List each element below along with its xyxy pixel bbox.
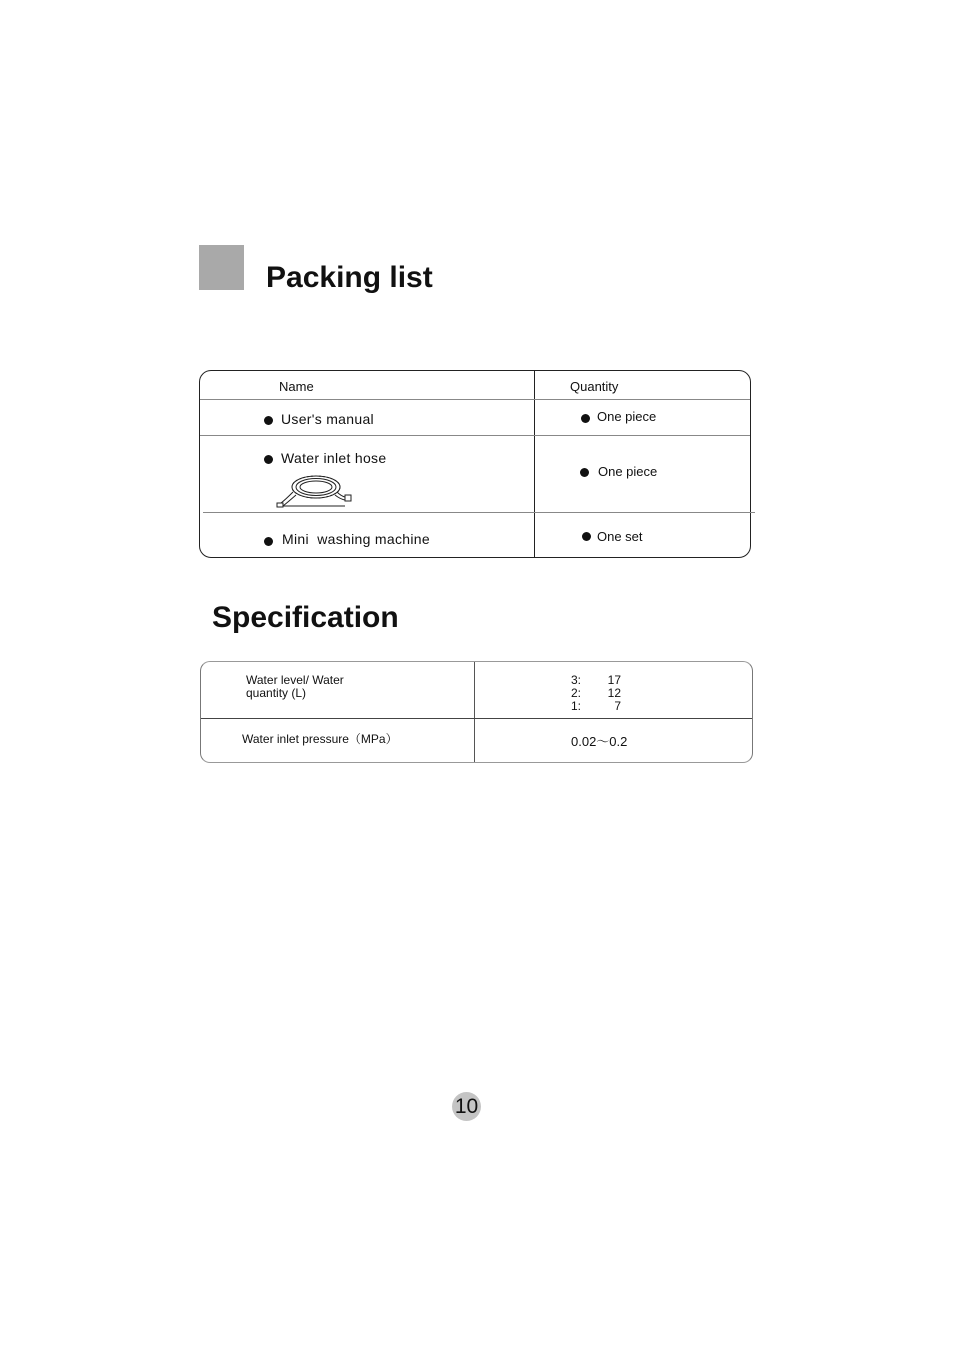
packing-list-title: Packing list bbox=[266, 261, 433, 294]
row-divider bbox=[200, 435, 750, 436]
row-divider bbox=[203, 512, 755, 513]
spec-label: Water inlet pressure（MPa） bbox=[242, 732, 398, 746]
item-name: Water inlet hose bbox=[281, 450, 387, 466]
row-divider bbox=[201, 718, 752, 719]
bullet-icon bbox=[581, 414, 590, 423]
header-quantity: Quantity bbox=[570, 379, 619, 394]
row-divider bbox=[200, 399, 750, 400]
bullet-icon bbox=[580, 468, 589, 477]
specification-title: Specification bbox=[212, 601, 399, 634]
column-divider bbox=[474, 662, 475, 762]
coiled-hose-icon bbox=[275, 470, 355, 512]
spec-label bbox=[246, 674, 344, 700]
spec-label-line: Water level/ Water bbox=[246, 673, 344, 687]
level-key: 2: bbox=[571, 686, 582, 700]
section-marker bbox=[199, 245, 244, 290]
item-name: User's manual bbox=[281, 411, 374, 427]
water-level-values bbox=[571, 674, 621, 713]
spec-value: 0.02～0.2 bbox=[571, 734, 628, 749]
item-quantity: One piece bbox=[598, 464, 658, 479]
header-name: Name bbox=[279, 379, 314, 394]
water-level-row bbox=[571, 700, 621, 713]
level-key: 1: bbox=[571, 699, 582, 713]
item-name: Mini washing machine bbox=[282, 531, 430, 547]
spec-label-line: quantity (L) bbox=[246, 686, 307, 700]
bullet-icon bbox=[264, 455, 273, 464]
bullet-icon bbox=[264, 416, 273, 425]
item-quantity: One set bbox=[597, 529, 643, 544]
bullet-icon bbox=[264, 537, 273, 546]
level-value: 12 bbox=[607, 686, 621, 700]
bullet-icon bbox=[582, 532, 591, 541]
item-quantity: One piece bbox=[597, 409, 657, 424]
level-value: 17 bbox=[607, 673, 621, 687]
level-key: 3: bbox=[571, 673, 582, 687]
page-number: 10 bbox=[452, 1092, 481, 1121]
level-value: 7 bbox=[614, 699, 621, 713]
